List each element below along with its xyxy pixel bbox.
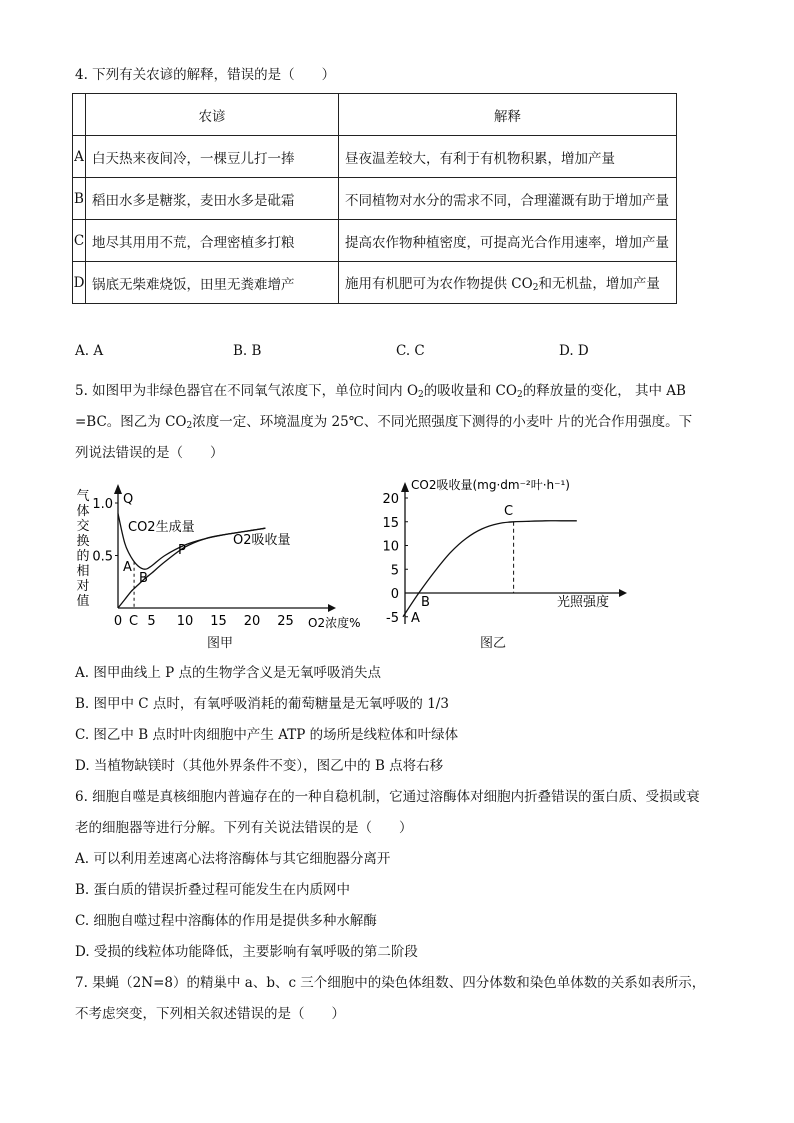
chart-jia-layer: [76, 484, 360, 630]
x-axis-label: 光照强度: [557, 595, 610, 610]
q5-option-b[interactable]: B. 图甲中 C 点时，有氧呼吸消耗的葡萄糖量是无氧呼吸的 1/3: [75, 696, 449, 712]
q5-line2-sub: 2: [186, 421, 193, 431]
x-tick-label: 25: [277, 614, 294, 629]
row-letter: D: [73, 262, 86, 304]
table-header-explain: 解释: [339, 94, 677, 136]
q5-stem-line1: [75, 382, 686, 404]
y-tick-label: 20: [382, 492, 399, 507]
y-axis-arrow: [401, 482, 409, 492]
chart-jia-caption: 图甲: [207, 636, 234, 651]
y-axis-label-char: 换: [76, 534, 90, 549]
table-header-row: [73, 94, 677, 136]
row-saying: 白天热来夜间冷，一棵豆儿打一捧: [86, 136, 339, 178]
series-label-o2: O2吸收量: [233, 533, 291, 548]
q4-stem: 4. 下列有关农谚的解释，错误的是（ ）: [75, 67, 336, 83]
q7-stem-line2: 不考虑突变，下列相关叙述错误的是（ ）: [75, 1006, 345, 1022]
q4-option-c[interactable]: C. C: [396, 343, 425, 359]
q5-line1-sub2: 2: [516, 390, 523, 400]
chart-yi-layer: [382, 477, 627, 626]
point-label-b: B: [139, 571, 148, 586]
x-tick-label: 5: [147, 614, 156, 629]
q5-line2-b: 浓度一定、环境温度为 25℃、不同光照强度下测得的小麦叶 片的光合作用强度。下: [192, 414, 693, 430]
q5-option-d[interactable]: D. 当植物缺镁时（其他外界条件不变），图乙中的 B 点将右移: [75, 758, 444, 774]
q4-option-a[interactable]: A. A: [75, 343, 104, 359]
row-explain: [339, 262, 677, 304]
point-label-a: A: [411, 611, 420, 626]
y-axis-label-char: 气: [76, 489, 90, 504]
y-axis-label: CO2吸收量(mg·dm⁻²叶·h⁻¹): [411, 478, 570, 492]
table-row: [73, 220, 677, 262]
row-saying: 地尽其用用不荒，合理密植多打粮: [86, 220, 339, 262]
y-axis-label-char: 值: [76, 594, 90, 609]
y-tick-label: 10: [382, 539, 399, 555]
point-label-c: C: [504, 504, 514, 519]
x-axis-arrow: [619, 589, 627, 597]
row-letter: C: [73, 220, 86, 262]
point-label-q: Q: [123, 492, 134, 507]
q7-stem-line1: 7. 果蝇（2N=8）的精巢中 a、b、c 三个细胞中的染色体组数、四分体数和染色单体数的关系如表所示，: [75, 975, 706, 991]
q5-line1-a: 5. 如图甲为非绿色器官在不同氧气浓度下，单位时间内 O: [75, 383, 419, 399]
point-label-c: C: [129, 614, 139, 629]
q5-line2-a: =BC。图乙为 CO: [75, 414, 187, 430]
y-tick-label: 5: [390, 563, 399, 579]
q5-stem-line2: [75, 413, 692, 435]
point-label-b: B: [421, 595, 430, 610]
q6-option-a[interactable]: A. 可以利用差速离心法将溶酶体与其它细胞器分离开: [75, 851, 391, 867]
explain-subscript: 2: [532, 283, 539, 293]
y-axis-label-char: 交: [76, 519, 90, 534]
y-axis-label-char: 的: [76, 549, 90, 564]
q6-stem-line1: 6. 细胞自噬是真核细胞内普遍存在的一种自稳机制，它通过溶酶体对细胞内折叠错误的蛋白质、受损或衰: [75, 789, 700, 805]
q6-stem-line2: 老的细胞器等进行分解。下列有关说法错误的是（ ）: [75, 820, 413, 836]
q6-option-d[interactable]: D. 受损的线粒体功能降低，主要影响有氧呼吸的第二阶段: [75, 944, 418, 960]
series-label-co2: CO2生成量: [128, 520, 195, 535]
row-saying: 锅底无柴难烧饭，田里无粪难增产: [86, 262, 339, 304]
y-axis-label-char: 相: [76, 564, 90, 579]
x-axis-label: O2浓度%: [308, 616, 361, 630]
chart-yi-caption: 图乙: [480, 636, 507, 651]
y-axis-label-char: 体: [76, 504, 90, 519]
q5-line1-sub1: 2: [418, 390, 424, 400]
y-tick-label: 0: [390, 587, 399, 602]
row-explain: 不同植物对水分的需求不同，合理灌溉有助于增加产量: [339, 178, 677, 220]
q6-option-c[interactable]: C. 细胞自噬过程中溶酶体的作用是提供多种水解酶: [75, 913, 377, 929]
y-tick-label: 1.0: [92, 497, 113, 512]
q4-table: [72, 93, 677, 304]
table-header-saying: 农谚: [86, 94, 339, 136]
table-row: [73, 136, 677, 178]
q5-stem-line3: 列说法错误的是（ ）: [75, 445, 224, 461]
row-letter: B: [73, 178, 86, 220]
explain-text-pre: 施用有机肥可为农作物提供 CO: [345, 276, 533, 292]
point-label-p: P: [178, 543, 186, 558]
x-tick-label: 0: [113, 614, 123, 629]
x-tick-label: 20: [243, 614, 261, 629]
y-tick-label: -5: [386, 610, 399, 626]
chart-jia: [70, 478, 370, 638]
row-saying: 稻田水多是糖浆，麦田水多是砒霜: [86, 178, 339, 220]
x-tick-label: 10: [176, 614, 194, 629]
y-tick-label: 15: [382, 515, 399, 531]
point-label-a: A: [123, 560, 132, 575]
table-row: [73, 178, 677, 220]
q5-line1-c: 的释放量的变化， 其中 AB: [522, 383, 686, 399]
q5-option-c[interactable]: C. 图乙中 B 点时叶肉细胞中产生 ATP 的场所是线粒体和叶绿体: [75, 727, 459, 743]
y-axis-label-char: 对: [76, 579, 90, 594]
q4-option-b[interactable]: B. B: [233, 343, 262, 359]
explain-text-post: 和无机盐，增加产量: [538, 276, 660, 292]
row-explain: 提高农作物种植密度，可提高光合作用速率，增加产量: [339, 220, 677, 262]
q5-line1-b: 的吸收量和 CO: [423, 383, 517, 399]
q5-option-a[interactable]: A. 图甲曲线上 P 点的生物学含义是无氧呼吸消失点: [75, 665, 381, 681]
chart-yi: [375, 474, 635, 639]
table-header-blank: [73, 94, 86, 136]
q4-option-d[interactable]: D. D: [559, 343, 589, 359]
y-axis-arrow: [114, 484, 122, 494]
q6-option-b[interactable]: B. 蛋白质的错误折叠过程可能发生在内质网中: [75, 882, 351, 898]
x-tick-label: 15: [210, 614, 227, 629]
row-letter: A: [73, 136, 86, 178]
row-explain: 昼夜温差较大，有利于有机物积累，增加产量: [339, 136, 677, 178]
table-row: [73, 262, 677, 304]
x-axis-arrow: [328, 604, 336, 612]
y-tick-label: 0.5: [92, 549, 113, 565]
